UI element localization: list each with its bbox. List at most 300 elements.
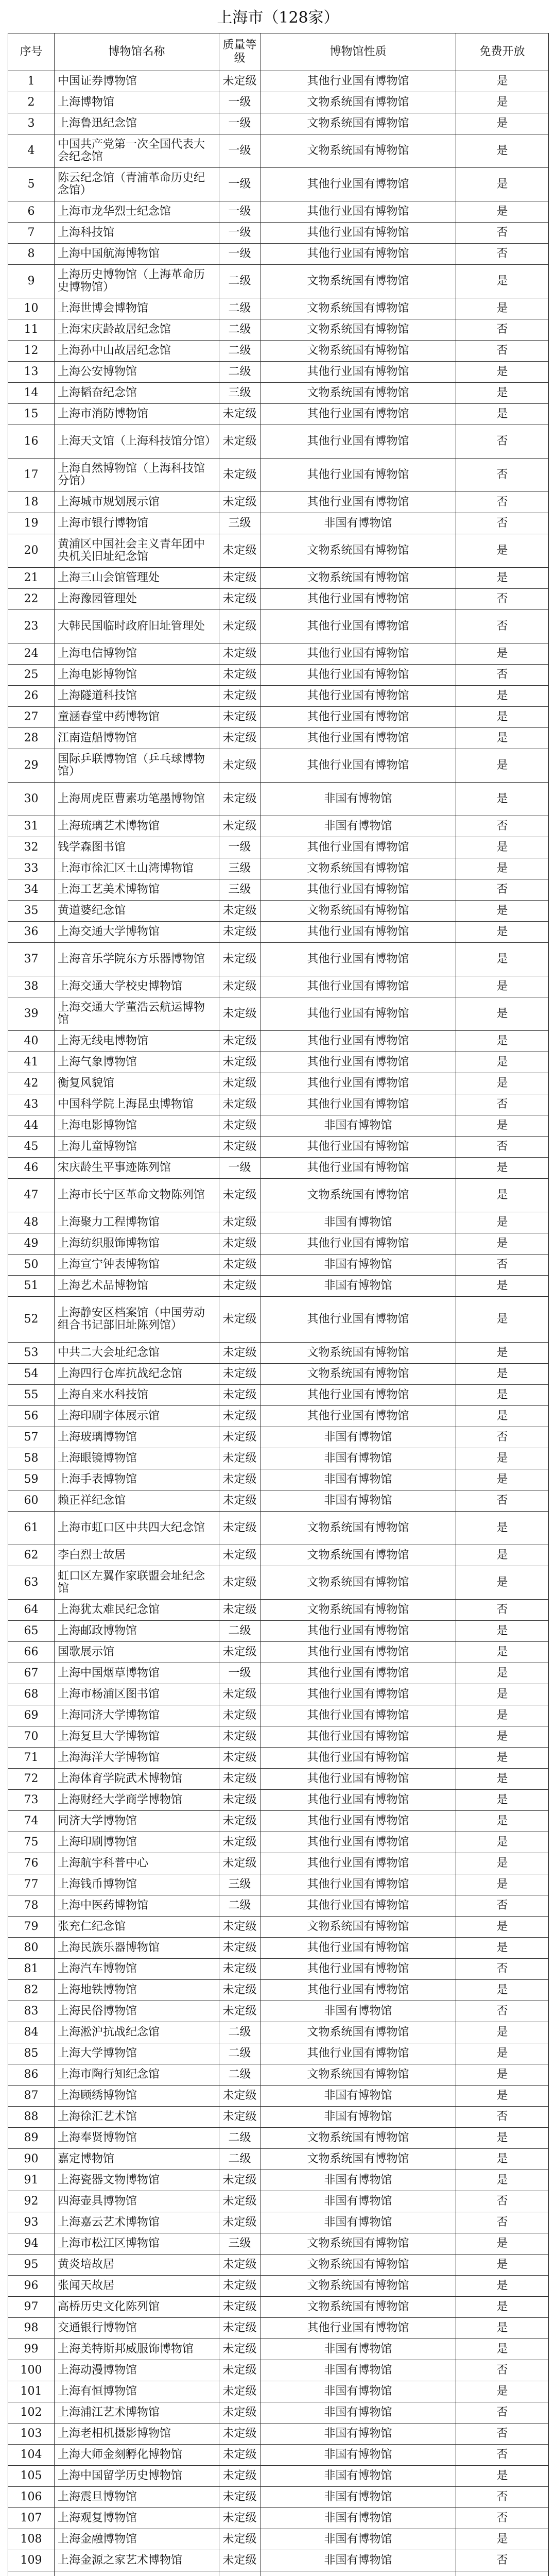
cell-name: 上海眼镜博物馆	[55, 1448, 219, 1469]
cell-nature: 其他行业国有博物馆	[260, 1642, 456, 1663]
table-title: 上海市（128家）	[217, 9, 339, 27]
cell-nature: 非国有博物馆	[260, 1276, 456, 1297]
cell-name: 大韩民国临时政府旧址管理处	[55, 610, 219, 643]
cell-nature: 文物系统国有博物馆	[260, 1600, 456, 1621]
cell-free: 是	[456, 1343, 549, 1364]
table-row	[8, 1158, 549, 1179]
table-row	[8, 1364, 549, 1385]
cell-free: 是	[456, 1769, 549, 1790]
cell-no: 78	[8, 1895, 55, 1917]
cell-name: 宋庆龄生平事迹陈列馆	[55, 1158, 219, 1179]
cell-free: 是	[456, 1790, 549, 1811]
cell-free: 是	[456, 1917, 549, 1938]
cell-no: 68	[8, 1684, 55, 1705]
cell-level: 未定级	[219, 922, 260, 943]
cell-no: 17	[8, 459, 55, 492]
cell-level: 一级	[219, 134, 260, 168]
cell-no: 41	[8, 1052, 55, 1073]
table-row	[8, 201, 549, 223]
cell-no: 71	[8, 1748, 55, 1769]
table-row	[8, 643, 549, 665]
table-row	[8, 362, 549, 383]
cell-nature: 其他行业国有博物馆	[260, 492, 456, 513]
cell-no: 45	[8, 1137, 55, 1158]
table-row	[8, 2149, 549, 2170]
cell-level: 未定级	[219, 1297, 260, 1343]
cell-nature: 其他行业国有博物馆	[260, 201, 456, 223]
cell-name: 上海中国烟草博物馆	[55, 1663, 219, 1684]
table-row	[8, 707, 549, 728]
cell-level: 未定级	[219, 1853, 260, 1874]
cell-no: 33	[8, 858, 55, 879]
cell-nature: 其他行业国有博物馆	[260, 1137, 456, 1158]
cell-no: 38	[8, 976, 55, 997]
cell-no: 70	[8, 1726, 55, 1748]
table-row	[8, 383, 549, 404]
table-row	[8, 922, 549, 943]
cell-name: 上海老相机摄影博物馆	[55, 2424, 219, 2445]
cell-no: 75	[8, 1832, 55, 1853]
cell-nature: 其他行业国有博物馆	[260, 1233, 456, 1255]
cell-no: 95	[8, 2255, 55, 2276]
cell-level: 未定级	[219, 1769, 260, 1790]
cell-name: 上海科技馆	[55, 223, 219, 244]
cell-nature: 其他行业国有博物馆	[260, 728, 456, 749]
cell-free: 否	[456, 341, 549, 362]
cell-level: 未定级	[219, 1469, 260, 1490]
cell-free: 是	[456, 707, 549, 728]
cell-nature: 文物系统国有博物馆	[260, 113, 456, 134]
table-row	[8, 2233, 549, 2255]
cell-no: 79	[8, 1917, 55, 1938]
cell-name: 上海孙中山故居纪念馆	[55, 341, 219, 362]
cell-level: 二级	[219, 2064, 260, 2086]
cell-level: 未定级	[219, 1917, 260, 1938]
cell-no: 107	[8, 2508, 55, 2529]
cell-no: 67	[8, 1663, 55, 1684]
cell-name: 中共二大会址纪念馆	[55, 1343, 219, 1364]
cell-nature: 其他行业国有博物馆	[260, 686, 456, 707]
cell-no: 103	[8, 2424, 55, 2445]
cell-free: 是	[456, 728, 549, 749]
cell-level: 未定级	[219, 901, 260, 922]
table-row	[8, 1385, 549, 1406]
table-row	[8, 2276, 549, 2297]
table-row	[8, 2043, 549, 2064]
cell-level: 未定级	[219, 534, 260, 568]
cell-free: 是	[456, 1832, 549, 1853]
cell-nature: 其他行业国有博物馆	[260, 1832, 456, 1853]
cell-nature: 其他行业国有博物馆	[260, 1748, 456, 1769]
cell-no: 61	[8, 1512, 55, 1545]
cell-level: 未定级	[219, 665, 260, 686]
cell-nature: 其他行业国有博物馆	[260, 1705, 456, 1726]
cell-free: 是	[456, 2381, 549, 2402]
cell-name: 上海无线电博物馆	[55, 1031, 219, 1052]
table-row	[8, 1621, 549, 1642]
cell-level: 未定级	[219, 2191, 260, 2212]
cell-no: 18	[8, 492, 55, 513]
table-row	[8, 943, 549, 976]
cell-name: 上海市长宁区革命文物陈列馆	[55, 1179, 219, 1212]
cell-free: 是	[456, 749, 549, 783]
cell-no: 39	[8, 997, 55, 1031]
cell-free: 否	[456, 2402, 549, 2424]
table-row	[8, 2529, 549, 2550]
cell-no: 11	[8, 319, 55, 341]
cell-free: 否	[456, 1490, 549, 1512]
cell-no: 56	[8, 1406, 55, 1427]
table-row	[8, 168, 549, 201]
cell-free: 是	[456, 134, 549, 168]
cell-free: 是	[456, 901, 549, 922]
cell-nature: 其他行业国有博物馆	[260, 1938, 456, 1959]
cell-no: 5	[8, 168, 55, 201]
cell-no: 58	[8, 1448, 55, 1469]
cell-name: 上海大师金刻孵化博物馆	[55, 2445, 219, 2466]
cell-level: 一级	[219, 1158, 260, 1179]
cell-no: 87	[8, 2086, 55, 2107]
cell-name: 上海自来水科技馆	[55, 1385, 219, 1406]
cell-free: 否	[456, 492, 549, 513]
cell-level: 未定级	[219, 1406, 260, 1427]
table-row	[8, 265, 549, 298]
cell-no: 96	[8, 2276, 55, 2297]
cell-free: 是	[456, 1385, 549, 1406]
cell-nature: 非国有博物馆	[260, 2550, 456, 2571]
cell-free: 否	[456, 879, 549, 901]
cell-name: 上海浦江艺术博物馆	[55, 2402, 219, 2424]
cell-level: 未定级	[219, 1094, 260, 1115]
cell-name: 黄炎培故居	[55, 2255, 219, 2276]
cell-name: 赖正祥纪念馆	[55, 1490, 219, 1512]
cell-no: 53	[8, 1343, 55, 1364]
cell-level: 未定级	[219, 610, 260, 643]
table-row	[8, 2022, 549, 2043]
cell-level: 未定级	[219, 1512, 260, 1545]
cell-no: 81	[8, 1959, 55, 1980]
cell-no: 43	[8, 1094, 55, 1115]
table-row	[8, 1490, 549, 1512]
cell-level: 一级	[219, 244, 260, 265]
cell-no: 83	[8, 2001, 55, 2022]
table-row	[8, 589, 549, 610]
cell-no: 4	[8, 134, 55, 168]
cell-name: 上海动漫博物馆	[55, 2360, 219, 2381]
cell-free: 否	[456, 1255, 549, 1276]
cell-free: 否	[456, 1094, 549, 1115]
cell-level: 未定级	[219, 1811, 260, 1832]
cell-level: 一级	[219, 837, 260, 858]
cell-free: 是	[456, 2128, 549, 2149]
cell-free: 是	[456, 265, 549, 298]
table-row	[8, 1406, 549, 1427]
table-row	[8, 1959, 549, 1980]
cell-no: 108	[8, 2529, 55, 2550]
table-row	[8, 901, 549, 922]
table-row	[8, 513, 549, 534]
table-row	[8, 610, 549, 643]
cell-nature: 其他行业国有博物馆	[260, 922, 456, 943]
cell-level: 未定级	[219, 1233, 260, 1255]
cell-level: 未定级	[219, 2550, 260, 2571]
cell-nature: 文物系统国有博物馆	[260, 2022, 456, 2043]
cell-nature: 非国有博物馆	[260, 2466, 456, 2487]
cell-nature: 文物系统国有博物馆	[260, 319, 456, 341]
cell-free: 否	[456, 589, 549, 610]
cell-no: 32	[8, 837, 55, 858]
cell-free: 是	[456, 858, 549, 879]
cell-free: 否	[456, 513, 549, 534]
header-level: 质量等级	[219, 33, 260, 71]
table-row	[8, 2339, 549, 2360]
cell-level: 未定级	[219, 1179, 260, 1212]
cell-free: 否	[456, 2508, 549, 2529]
cell-nature: 其他行业国有博物馆	[260, 879, 456, 901]
cell-name: 上海印刷字体展示馆	[55, 1406, 219, 1427]
cell-nature: 文物系统国有博物馆	[260, 858, 456, 879]
cell-no: 94	[8, 2233, 55, 2255]
cell-nature: 非国有博物馆	[260, 2402, 456, 2424]
table-row	[8, 2550, 549, 2571]
cell-free: 是	[456, 2276, 549, 2297]
cell-nature: 文物系统国有博物馆	[260, 2064, 456, 2086]
cell-name: 上海民俗博物馆	[55, 2001, 219, 2022]
cell-free: 是	[456, 1297, 549, 1343]
cell-level: 一级	[219, 201, 260, 223]
cell-name: 上海民族乐器博物馆	[55, 1938, 219, 1959]
cell-name: 上海市杨浦区图书馆	[55, 1684, 219, 1705]
cell-nature: 非国有博物馆	[260, 2170, 456, 2191]
table-row	[8, 1512, 549, 1545]
cell-nature: 其他行业国有博物馆	[260, 459, 456, 492]
cell-level: 二级	[219, 1621, 260, 1642]
cell-level: 未定级	[219, 71, 260, 92]
cell-level: 未定级	[219, 997, 260, 1031]
cell-name: 上海市消防博物馆	[55, 404, 219, 425]
cell-level: 未定级	[219, 1212, 260, 1233]
cell-nature: 其他行业国有博物馆	[260, 1895, 456, 1917]
cell-level: 未定级	[219, 2107, 260, 2128]
cell-free: 否	[456, 244, 549, 265]
cell-free: 是	[456, 2170, 549, 2191]
cell-free: 是	[456, 201, 549, 223]
cell-nature: 其他行业国有博物馆	[260, 610, 456, 643]
cell-level: 未定级	[219, 2276, 260, 2297]
cell-free: 是	[456, 568, 549, 589]
cell-free: 否	[456, 1600, 549, 1621]
cell-free: 是	[456, 168, 549, 201]
table-row	[8, 2086, 549, 2107]
cell-free: 是	[456, 2149, 549, 2170]
cell-level: 未定级	[219, 1959, 260, 1980]
cell-nature: 非国有博物馆	[260, 2339, 456, 2360]
cell-level: 未定级	[219, 643, 260, 665]
cell-no: 37	[8, 943, 55, 976]
cell-level	[219, 2571, 260, 2576]
cell-level: 未定级	[219, 1748, 260, 1769]
table-row	[8, 1726, 549, 1748]
cell-free: 否	[456, 2360, 549, 2381]
cell-name: 张闻天故居	[55, 2276, 219, 2297]
table-row	[8, 1297, 549, 1343]
cell-no: 36	[8, 922, 55, 943]
cell-no: 98	[8, 2318, 55, 2339]
cell-no: 42	[8, 1073, 55, 1094]
cell-free: 否	[456, 1959, 549, 1980]
cell-free: 是	[456, 1566, 549, 1600]
cell-no: 97	[8, 2297, 55, 2318]
cell-level: 未定级	[219, 707, 260, 728]
cell-name: 上海复旦大学博物馆	[55, 1726, 219, 1748]
table-row	[8, 2191, 549, 2212]
cell-name: 上海市银行博物馆	[55, 513, 219, 534]
cell-level: 未定级	[219, 1938, 260, 1959]
cell-no: 74	[8, 1811, 55, 1832]
cell-name: 上海交通大学博物馆	[55, 922, 219, 943]
cell-name: 上海豫园管理处	[55, 589, 219, 610]
cell-name: 上海电影博物馆	[55, 665, 219, 686]
cell-nature: 其他行业国有博物馆	[260, 976, 456, 997]
cell-name: 上海美特斯邦威服饰博物馆	[55, 2339, 219, 2360]
cell-level: 未定级	[219, 2360, 260, 2381]
cell-nature: 非国有博物馆	[260, 1255, 456, 1276]
cell-no: 52	[8, 1297, 55, 1343]
cell-free: 是	[456, 1980, 549, 2001]
cell-no: 28	[8, 728, 55, 749]
table-row	[8, 1566, 549, 1600]
cell-name: 上海航宇科普中心	[55, 1853, 219, 1874]
cell-no: 47	[8, 1179, 55, 1212]
cell-nature: 非国有博物馆	[260, 783, 456, 816]
cell-no: 99	[8, 2339, 55, 2360]
cell-no: 49	[8, 1233, 55, 1255]
cell-nature: 文物系统国有博物馆	[260, 2149, 456, 2170]
table-row	[8, 2381, 549, 2402]
cell-name: 上海艺术品博物馆	[55, 1276, 219, 1297]
table-row	[8, 425, 549, 459]
table-row	[8, 1917, 549, 1938]
table-row	[8, 665, 549, 686]
table-row	[8, 837, 549, 858]
cell-level: 未定级	[219, 728, 260, 749]
table-row	[8, 1705, 549, 1726]
table-row	[8, 2212, 549, 2233]
cell-level: 未定级	[219, 2170, 260, 2191]
table-row	[8, 1769, 549, 1790]
cell-nature: 文物系统国有博物馆	[260, 383, 456, 404]
cell-level: 未定级	[219, 2466, 260, 2487]
cell-no: 25	[8, 665, 55, 686]
table-row	[8, 404, 549, 425]
cell-nature: 文物系统国有博物馆	[260, 298, 456, 319]
cell-name: 上海淞沪抗战纪念馆	[55, 2022, 219, 2043]
cell-name: 上海邮政博物馆	[55, 1621, 219, 1642]
cell-nature: 文物系统国有博物馆	[260, 1545, 456, 1566]
cell-name	[55, 2571, 219, 2576]
cell-nature: 非国有博物馆	[260, 2212, 456, 2233]
cell-nature: 其他行业国有博物馆	[260, 1385, 456, 1406]
cell-name: 上海鲁迅纪念馆	[55, 113, 219, 134]
cell-no: 27	[8, 707, 55, 728]
cell-name: 黄道婆纪念馆	[55, 901, 219, 922]
cell-nature: 文物系统国有博物馆	[260, 1343, 456, 1364]
cell-level: 二级	[219, 341, 260, 362]
cell-no: 88	[8, 2107, 55, 2128]
cell-no: 84	[8, 2022, 55, 2043]
cell-no: 8	[8, 244, 55, 265]
header-free: 免费开放	[456, 33, 549, 71]
cell-nature: 其他行业国有博物馆	[260, 749, 456, 783]
cell-level: 一级	[219, 1663, 260, 1684]
cell-no: 66	[8, 1642, 55, 1663]
cell-level: 二级	[219, 2022, 260, 2043]
cell-free: 是	[456, 943, 549, 976]
cell-level: 二级	[219, 2043, 260, 2064]
cell-no: 62	[8, 1545, 55, 1566]
cell-nature: 非国有博物馆	[260, 1448, 456, 1469]
cell-name: 上海奉贤博物馆	[55, 2128, 219, 2149]
cell-level: 未定级	[219, 686, 260, 707]
cell-name: 上海天文馆（上海科技馆分馆）	[55, 425, 219, 459]
cell-level: 二级	[219, 319, 260, 341]
cell-no: 89	[8, 2128, 55, 2149]
cell-name: 上海钱币博物馆	[55, 1874, 219, 1895]
table-row	[8, 341, 549, 362]
cell-nature: 文物系统国有博物馆	[260, 1512, 456, 1545]
cell-level: 未定级	[219, 1790, 260, 1811]
cell-level: 未定级	[219, 783, 260, 816]
cell-free: 是	[456, 837, 549, 858]
cell-free: 是	[456, 1364, 549, 1385]
cell-no: 72	[8, 1769, 55, 1790]
table-row	[8, 1179, 549, 1212]
cell-level: 未定级	[219, 2001, 260, 2022]
cell-free: 是	[456, 71, 549, 92]
cell-nature: 其他行业国有博物馆	[260, 1052, 456, 1073]
cell-free: 否	[456, 459, 549, 492]
cell-free: 否	[456, 610, 549, 643]
cell-level: 未定级	[219, 2424, 260, 2445]
cell-level: 未定级	[219, 1490, 260, 1512]
cell-nature: 文物系统国有博物馆	[260, 2297, 456, 2318]
cell-name: 上海中国航海博物馆	[55, 244, 219, 265]
cell-level: 三级	[219, 879, 260, 901]
cell-name: 上海顾绣博物馆	[55, 2086, 219, 2107]
table-row	[8, 71, 549, 92]
cell-name: 上海玻璃博物馆	[55, 1427, 219, 1448]
cell-name: 上海自然博物馆（上海科技馆分馆）	[55, 459, 219, 492]
cell-no: 35	[8, 901, 55, 922]
table-body	[8, 71, 549, 2576]
table-row	[8, 1276, 549, 1297]
cell-free: 是	[456, 2318, 549, 2339]
table-row	[8, 1212, 549, 1233]
cell-level: 一级	[219, 223, 260, 244]
cell-free: 否	[456, 2001, 549, 2022]
table-row	[8, 1980, 549, 2001]
cell-level: 二级	[219, 362, 260, 383]
cell-name: 陈云纪念馆（青浦革命历史纪念馆）	[55, 168, 219, 201]
cell-level: 未定级	[219, 1255, 260, 1276]
cell-no: 23	[8, 610, 55, 643]
table-row	[8, 783, 549, 816]
cell-free: 是	[456, 1276, 549, 1297]
cell-no: 60	[8, 1490, 55, 1512]
cell-no: 2	[8, 92, 55, 113]
cell-name: 上海有恒博物馆	[55, 2381, 219, 2402]
cell-nature: 其他行业国有博物馆	[260, 1158, 456, 1179]
